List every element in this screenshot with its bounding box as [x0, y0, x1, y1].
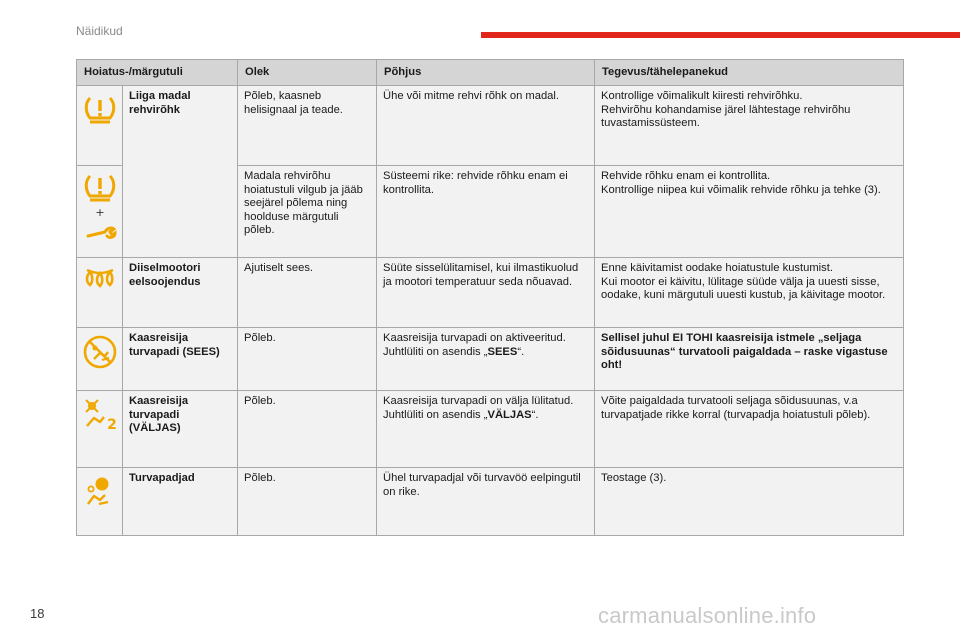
state-cell: Ajutiselt sees.: [238, 258, 377, 328]
state-cell: Põleb.: [238, 468, 377, 536]
table-row: [77, 391, 904, 468]
watermark: carmanualsonline.info: [598, 603, 817, 628]
warning-name: Kaasreisija turvapadi (SEES): [123, 328, 238, 391]
warning-lights-table: [76, 59, 904, 536]
svg-text:2: 2: [106, 417, 117, 433]
action-cell: Võite paigaldada turvatooli seljaga sõidusuunas, v.a turvapatjade rikke korral (turvapadja hoiatustuli põleb).: [595, 391, 904, 468]
action-cell: Kontrollige võimalikult kiiresti rehvirõhku. Rehvirõhu kohandamise järel lähtestage rehvirõhu tuvastamissüsteem.: [595, 86, 904, 166]
state-cell: Madala rehvirõhu hoiatustuli vilgub ja jääb seejärel põlema ning hoolduse märgutuli põleb.: [238, 166, 377, 258]
action-cell: Teostage (3).: [595, 468, 904, 536]
action-cell: Sellisel juhul EI TOHI kaasreisija istmele „seljaga sõidusuunas“ turvatooli paigaldada – raske vigastuse oht!: [595, 328, 904, 391]
passenger-airbag-off-icon: [77, 397, 122, 433]
icon-cell: [77, 468, 123, 536]
column-header: Põhjus: [377, 60, 595, 86]
section-title: Näidikud: [76, 24, 123, 38]
table-row: [77, 328, 904, 391]
table-row: [77, 468, 904, 536]
svg-text:+: +: [94, 206, 105, 219]
column-header: Olek: [238, 60, 377, 86]
page-number: 18: [30, 606, 45, 621]
cause-cell: Süüte sisselülitamisel, kui ilmastikuolud ja mootori temperatuur seda nõuavad.: [377, 258, 595, 328]
state-cell: Põleb.: [238, 391, 377, 468]
icon-cell: [77, 328, 123, 391]
tyre-pressure-warning-icon: [77, 92, 122, 126]
tyre-pressure-service-icon: [77, 172, 122, 246]
table-row: [77, 86, 904, 166]
cause-cell: Kaasreisija turvapadi on aktiveeritud. Juhtlüliti on asendis „SEES“.: [377, 328, 595, 391]
action-cell: Enne käivitamist oodake hoiatustule kustumist. Kui mootor ei käivitu, lülitage süüde välja ja uuesti sisse, oodake, kuni märgutuli uuesti kustub, ja käivitage mootor.: [595, 258, 904, 328]
column-header: Tegevus/tähelepanekud: [595, 60, 904, 86]
icon-cell: [77, 166, 123, 258]
glow-plug-icon: [77, 264, 122, 294]
cause-cell: Ühe või mitme rehvi rõhk on madal.: [377, 86, 595, 166]
cause-cell: Ühel turvapadjal või turvavöö eelpingutil on rike.: [377, 468, 595, 536]
cause-cell: Kaasreisija turvapadi on välja lülitatud. Juhtlüliti on asendis „VÄLJAS“.: [377, 391, 595, 468]
warning-name: Turvapadjad: [123, 468, 238, 536]
table-header-row: [77, 60, 904, 86]
icon-cell: [77, 391, 123, 468]
column-header: Hoiatus-/märgutuli: [77, 60, 238, 86]
warning-name: Diiselmootori eelsoojendus: [123, 258, 238, 328]
warning-name: Liiga madal rehvirõhk: [123, 86, 238, 258]
passenger-airbag-on-icon: [77, 334, 122, 370]
action-cell: Rehvide rõhku enam ei kontrollita. Kontrollige niipea kui võimalik rehvide rõhku ja tehke (3).: [595, 166, 904, 258]
state-cell: Põleb, kaasneb helisignaal ja teade.: [238, 86, 377, 166]
warning-name: Kaasreisija turvapadi (VÄLJAS): [123, 391, 238, 468]
table-row: [77, 258, 904, 328]
icon-cell: [77, 258, 123, 328]
airbag-fault-icon: [77, 474, 122, 508]
header-accent-bar: [481, 32, 960, 38]
icon-cell: [77, 86, 123, 166]
cause-cell: Süsteemi rike: rehvide rõhku enam ei kontrollita.: [377, 166, 595, 258]
state-cell: Põleb.: [238, 328, 377, 391]
